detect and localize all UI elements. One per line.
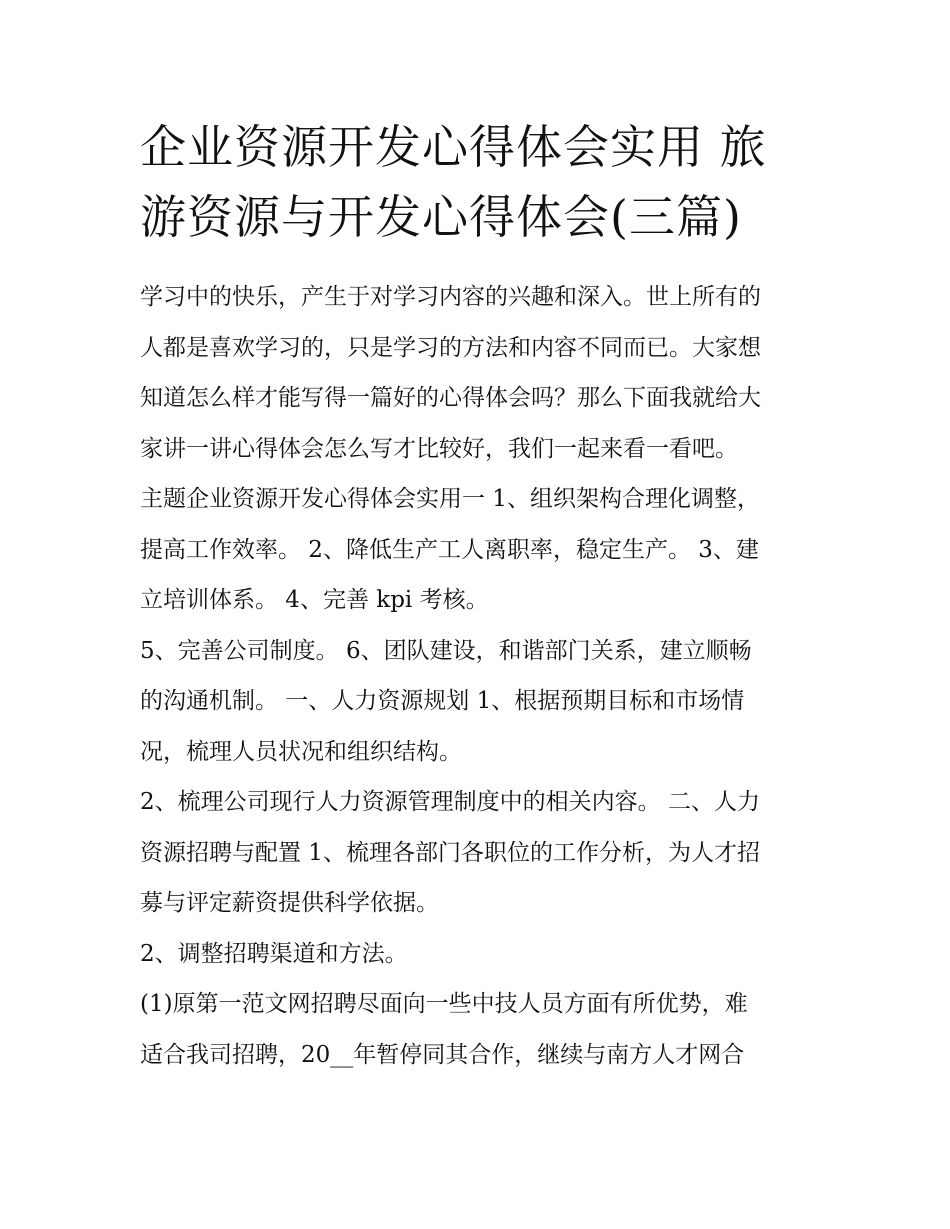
body-line-14: 2、调整招聘渠道和方法。 <box>140 940 408 967</box>
document-content <box>140 112 820 1080</box>
body-line-10: 况，梳理人员状况和组织结构。 <box>140 738 462 765</box>
body-line-5: 主题企业资源开发心得体会实用一 1、组织架构合理化调整， <box>140 486 760 512</box>
body-line-16: 适合我司招聘，20__年暂停同其合作，继续与南方人才网合 <box>140 1041 745 1068</box>
body-line-7: 立培训体系。 4、完善 kpi 考核。 <box>140 587 489 613</box>
body-line-3: 知道怎么样才能写得一篇好的心得体会吗？那么下面我就给大 <box>140 385 761 411</box>
body-line-6: 提高工作效率。 2、降低生产工人离职率，稳定生产。 3、建 <box>140 536 759 563</box>
body-line-12: 资源招聘与配置 1、梳理各部门各职位的工作分析，为人才招 <box>140 839 760 866</box>
document-body <box>140 272 820 1080</box>
body-line-9: 的沟通机制。 一、人力资源规划 1、根据预期目标和市场情 <box>140 688 745 714</box>
document-title <box>140 112 820 252</box>
body-line-4: 家讲一讲心得体会怎么写才比较好，我们一起来看一看吧。 <box>140 435 738 462</box>
body-line-15: (1)原第一范文网招聘尽面向一些中技人员方面有所优势，难 <box>140 991 748 1017</box>
title-line-1: 企业资源开发心得体会实用 旅 <box>140 120 767 174</box>
title-line-2: 游资源与开发心得体会(三篇) <box>140 190 742 244</box>
body-line-13: 募与评定薪资提供科学依据。 <box>140 890 439 916</box>
body-line-2: 人都是喜欢学习的，只是学习的方法和内容不同而已。大家想 <box>140 334 761 361</box>
body-line-8: 5、完善公司制度。 6、团队建设，和谐部门关系，建立顺畅 <box>140 637 752 664</box>
body-line-11: 2、梳理公司现行人力资源管理制度中的相关内容。 二、人力 <box>140 789 760 815</box>
body-line-1: 学习中的快乐，产生于对学习内容的兴趣和深入。世上所有的 <box>140 284 761 310</box>
